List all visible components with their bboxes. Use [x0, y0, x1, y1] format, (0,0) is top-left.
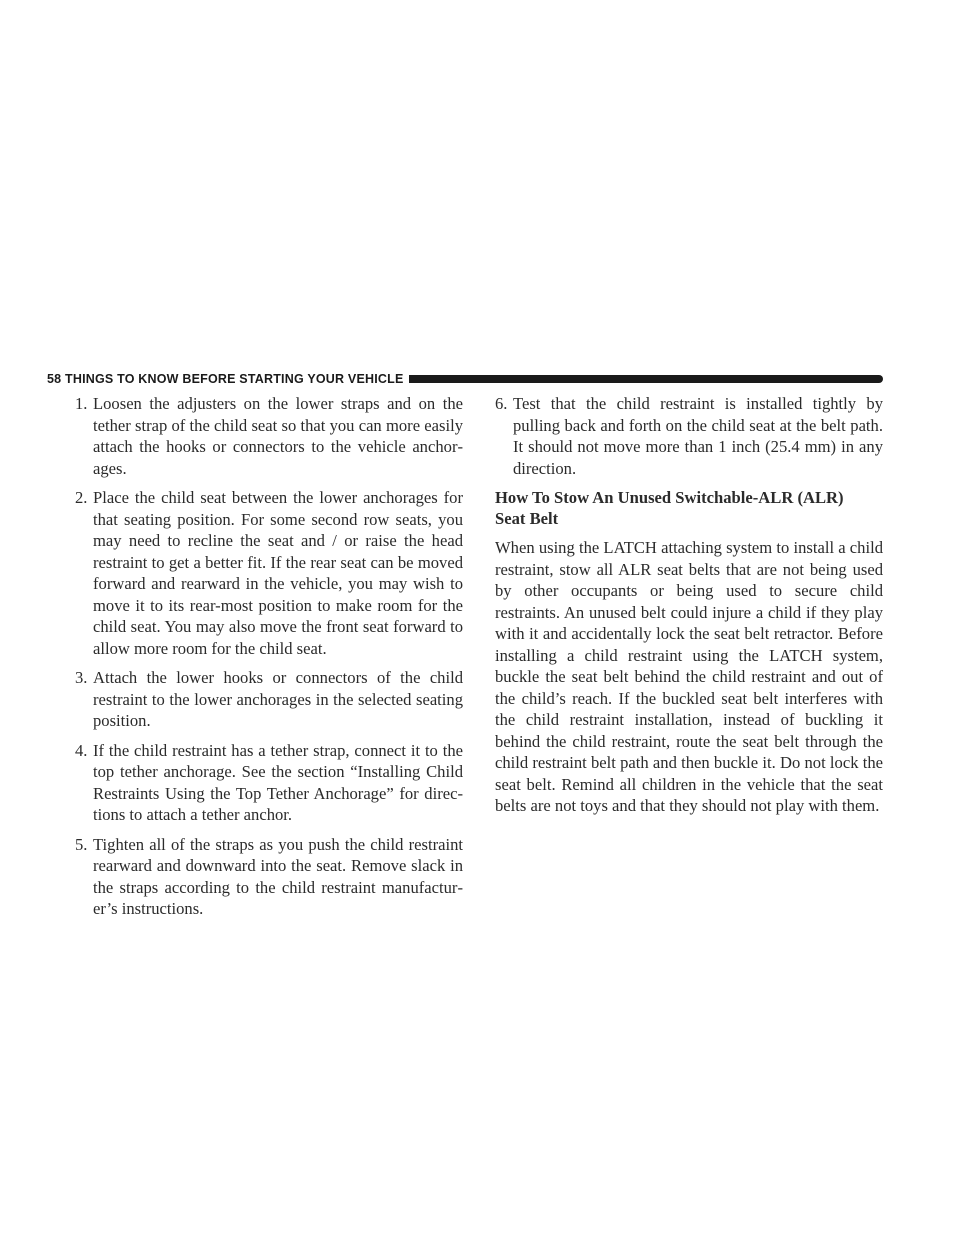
page-header: [47, 371, 883, 387]
header-rule: [409, 375, 883, 383]
body-paragraph: When using the LATCH attaching system to install a child restraint, stow all ALR seat belts that are not being used by other occupants or being used to secure child restraints. An unused belt could injure a child if they play with it and accidentally lock the seat belt retractor. Before installing a child restraint using the LATCH system, buckle the seat belt behind the child restraint and out of the child’s reach. If the buckled seat belt interferes with the child restraint installation, instead of buckling it behind the child restraint, route the seat belt through the child restraint belt path and then buckle it. Do not lock the seat belt. Remind all children in the vehicle that the seat belts are not toys and that they should not play with them.: [495, 538, 883, 815]
step-text: Test that the child restraint is installed tightly by pulling back and forth on the child seat at the belt path. It should not move more than 1 inch (25.4 mm) in any direction.: [513, 394, 883, 478]
heading-line-1: How To Stow An Unused Switchable-ALR (ALR): [495, 488, 844, 507]
step-number: 1.: [75, 394, 88, 413]
step-3: [75, 667, 463, 732]
step-text: If the child restraint has a tether strap, connect it to the top tether anchorage. See the section “Installing Child Restraints Using the Top Tether Anchorage” for directions to attach a tether anchor.: [93, 740, 463, 824]
step-2: [75, 487, 463, 659]
step-5: [75, 834, 463, 920]
section-title: THINGS TO KNOW BEFORE STARTING YOUR VEHICLE: [65, 372, 404, 386]
left-column: [75, 393, 463, 928]
step-number: 4.: [75, 740, 88, 760]
heading-line-2: Seat Belt: [495, 509, 559, 528]
step-text: Loosen the adjusters on the lower straps and on the tether strap of the child seat so that you can more easily attach the hooks or connectors to the vehicle anchorages.: [93, 394, 463, 478]
step-text: Attach the lower hooks or connectors of the child restraint to the lower anchorages in the selected seating position.: [93, 668, 463, 730]
step-text: Place the child seat between the lower anchorages for that seating position. For some second row seats, you may need to recline the seat and / or raise the head restraint to get a better fit. If the rear seat can be moved forward and rearward in the vehicle, you may wish to move it to its rear-most position to make room for the child seat. You may also move the front seat forward to allow more room for the child seat.: [93, 488, 463, 658]
right-column: [495, 393, 883, 817]
step-text: Tighten all of the straps as you push the child restraint rearward and downward into the seat. Remove slack in the straps according to the child restraint manufacturer’s instructions.: [93, 834, 463, 918]
header-label: [47, 372, 403, 386]
step-4: [75, 740, 463, 826]
step-number: 3.: [75, 668, 88, 687]
instruction-steps-continued: [495, 393, 883, 479]
section-heading: [495, 487, 883, 529]
step-1: [75, 393, 463, 479]
instruction-steps: [75, 393, 463, 920]
step-number: 5.: [75, 834, 88, 854]
page-number: 58: [47, 372, 62, 386]
step-number: 6.: [495, 394, 508, 413]
step-6: [495, 393, 883, 479]
step-number: 2.: [75, 488, 88, 507]
